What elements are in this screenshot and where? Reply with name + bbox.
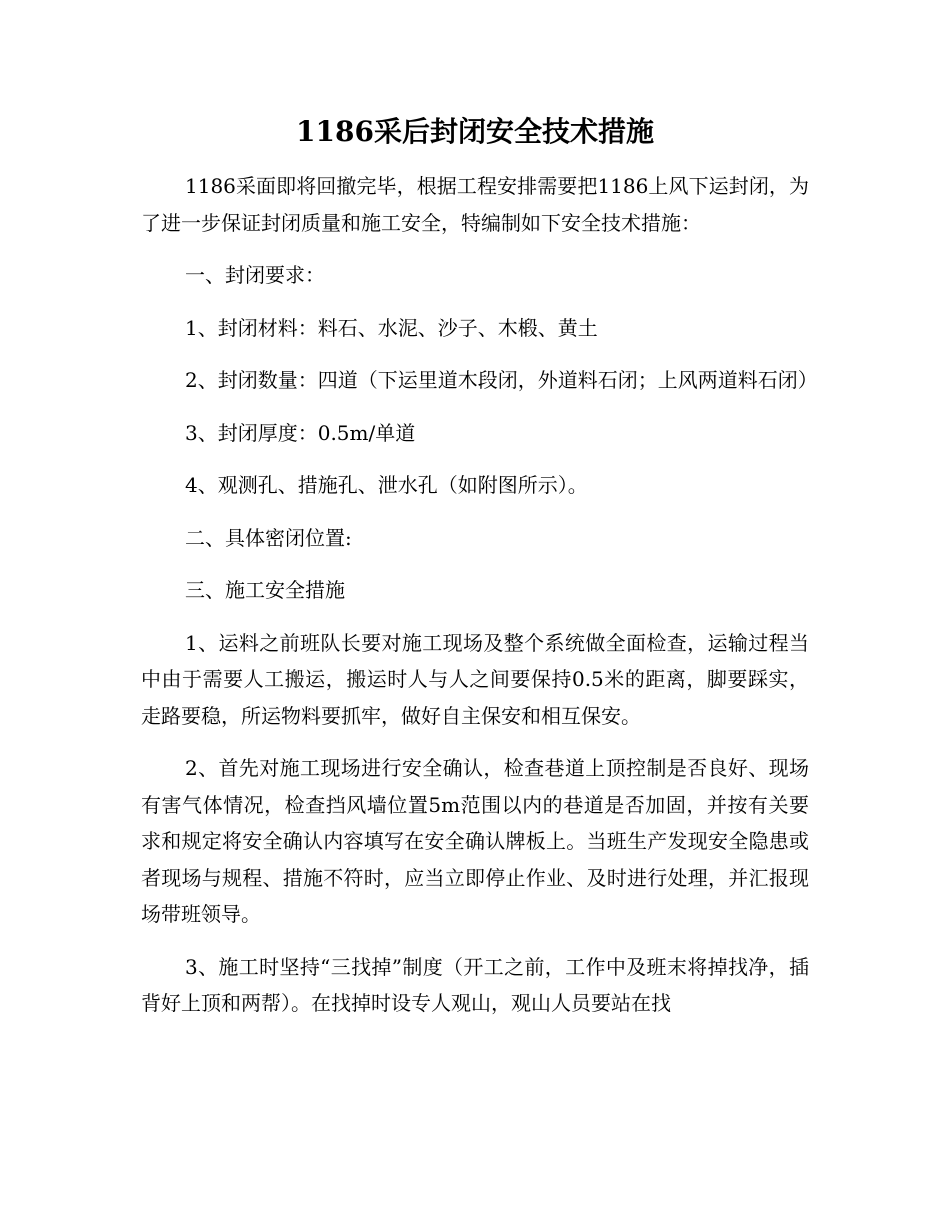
- section-heading-requirements: 一、封闭要求：: [185, 263, 325, 287]
- section-heading-location: 二、具体密闭位置:: [185, 525, 352, 550]
- document-title: 1186采后封闭安全技术措施: [296, 115, 654, 148]
- paragraph-intro: 1186采面即将回撤完毕，根据工程安排需要把1186上风下运封闭，为了进一步保证封闭质量和施工安全，特编制如下安全技术措施：: [141, 174, 809, 235]
- paragraph-safety-2: 2、首先对施工现场进行安全确认，检查巷道上顶控制是否良好、现场有害气体情况，检查挡风墙位置5m范围以内的巷道是否加固，并按有关要求和规定将安全确认内容填写在安全确认牌板上。当班生产发现安全隐患或者现场与规程、措施不符时，应当立即停止作业、及时进行处理，并汇报现场带班领导。: [141, 756, 809, 926]
- paragraph-materials: 1、封闭材料：料石、水泥、沙子、木椴、黄土: [185, 315, 598, 340]
- section-heading-safety: 三、施工安全措施: [185, 578, 345, 602]
- paragraph-quantity: 2、封闭数量：四道（下运里道木段闭，外道料石闭；上风两道料石闭）: [185, 368, 818, 392]
- paragraph-safety-1: 1、运料之前班队长要对施工现场及整个系统做全面检查，运输过程当中由于需要人工搬运，搬运时人与人之间要保持0.5米的距离，脚要踩实，走路要稳，所运物料要抓牢，做好自主保安和相互保安。: [141, 630, 809, 728]
- paragraph-safety-3: 3、施工时坚持“三找掉”制度（开工之前，工作中及班末将掉找净，插背好上顶和两帮）。在找掉时设专人观山，观山人员要站在找: [141, 954, 809, 1015]
- document-body: [141, 168, 818, 1038]
- paragraph-holes: 4、观测孔、措施孔、泄水孔（如附图所示）。: [185, 473, 588, 497]
- paragraph-thickness: 3、封闭厚度：0.5m/单道: [185, 420, 416, 445]
